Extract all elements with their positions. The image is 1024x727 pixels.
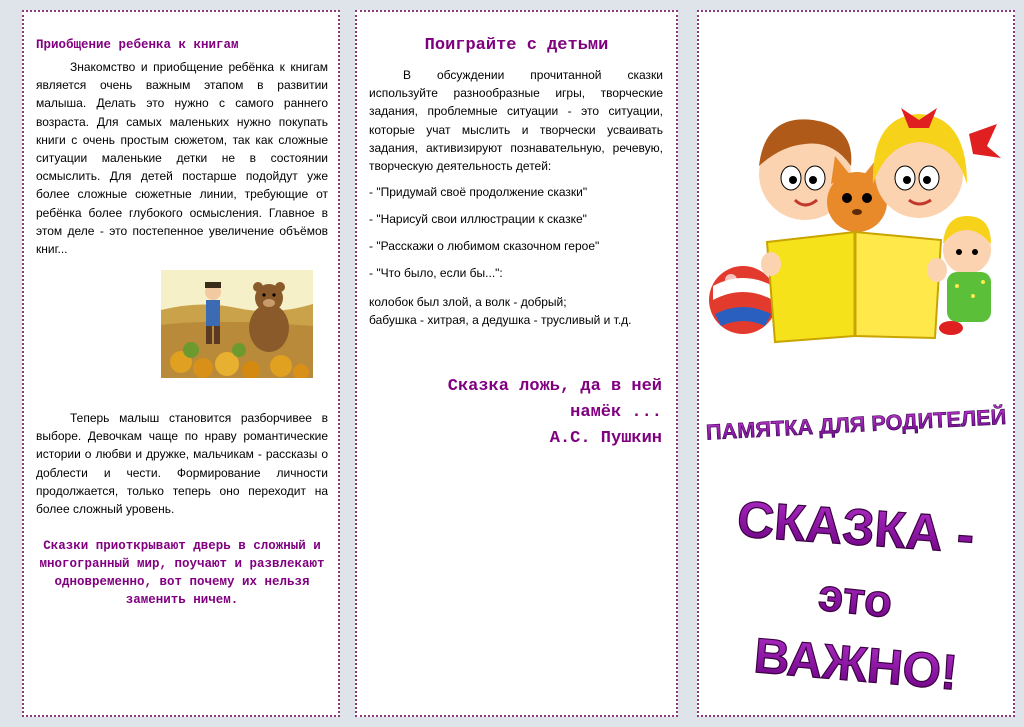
growth-paragraph [36,409,328,518]
big-title-line: это [815,569,895,628]
game-item: - "Расскажи о любимом сказочном герое" [369,239,600,253]
games-paragraph-text: В обсуждении прочитанной сказки используйте разнообразные игры, творческие задания, проблемные ситуации - это ситуации, которые учат мыслить и творчески усваивать задания, активизируют познавательную, речевую, творческую деятельность детей: [369,68,663,174]
panel-middle [355,10,678,717]
big-title-line: СКАЗКА - [735,490,977,564]
example-text [369,293,632,329]
example-line: бабушка - хитрая, а дедушка - трусливый и т.д. [369,313,632,327]
section-title: Приобщение ребенка к книгам [36,38,239,52]
quote-line: намёк ... [570,403,662,422]
big-title-art [699,482,1013,707]
children-reading-book-illustration [705,74,1011,344]
games-paragraph [369,66,663,175]
memo-title-art [699,390,1013,450]
fairy-tale-quote: Сказки приоткрывают дверь в сложный и многогранный мир, поучают и развлекают одновременно, вот почему их нельзя заменить ничем. [39,539,325,607]
example-line: колобок был злой, а волк - добрый; [369,295,567,309]
fairy-tale-bear-illustration [161,270,313,378]
game-item: - "Что было, если бы...": [369,266,503,280]
pushkin-quote [372,374,662,452]
game-item: - "Придумай своё продолжение сказки" [369,185,588,199]
growth-paragraph-text: Теперь малыш становится разборчивее в выборе. Девочкам чаще по нраву романтические истории о любви и дружке, мальчикам - рассказы о доблести и чести. Формирование личности продолжается, только теперь оно переходит на более сложный уровень. [36,411,328,517]
section-title: Поиграйте с детьми [424,36,609,55]
intro-paragraph [36,58,328,258]
panel-left [22,10,340,717]
quote-line: Сказка ложь, да в ней [447,377,662,396]
quote-author: А.С. Пушкин [549,429,662,448]
panel-cover [697,10,1015,717]
memo-title: ПАМЯТКА ДЛЯ РОДИТЕЛЕЙ [705,403,1007,445]
intro-paragraph-text: Знакомство и приобщение ребёнка к книгам является очень важным этапом в развитии малыша. Делать это нужно с самого раннего возраста. Для самых маленьких нужно покупать книги с очень простым сюжетом, так как сложные ситуации маленькие детки не в состоянии осмыслить. Для детей постарше подойдут уже более сложные сюжетные линии, требующие от ребёнка более глубокого осмысления. Главное в этом деле - это постепенное увеличение объёмов книг... [36,60,328,257]
game-item: - "Нарисуй свои иллюстрации к сказке" [369,212,587,226]
big-title-line: ВАЖНО! [751,628,960,701]
